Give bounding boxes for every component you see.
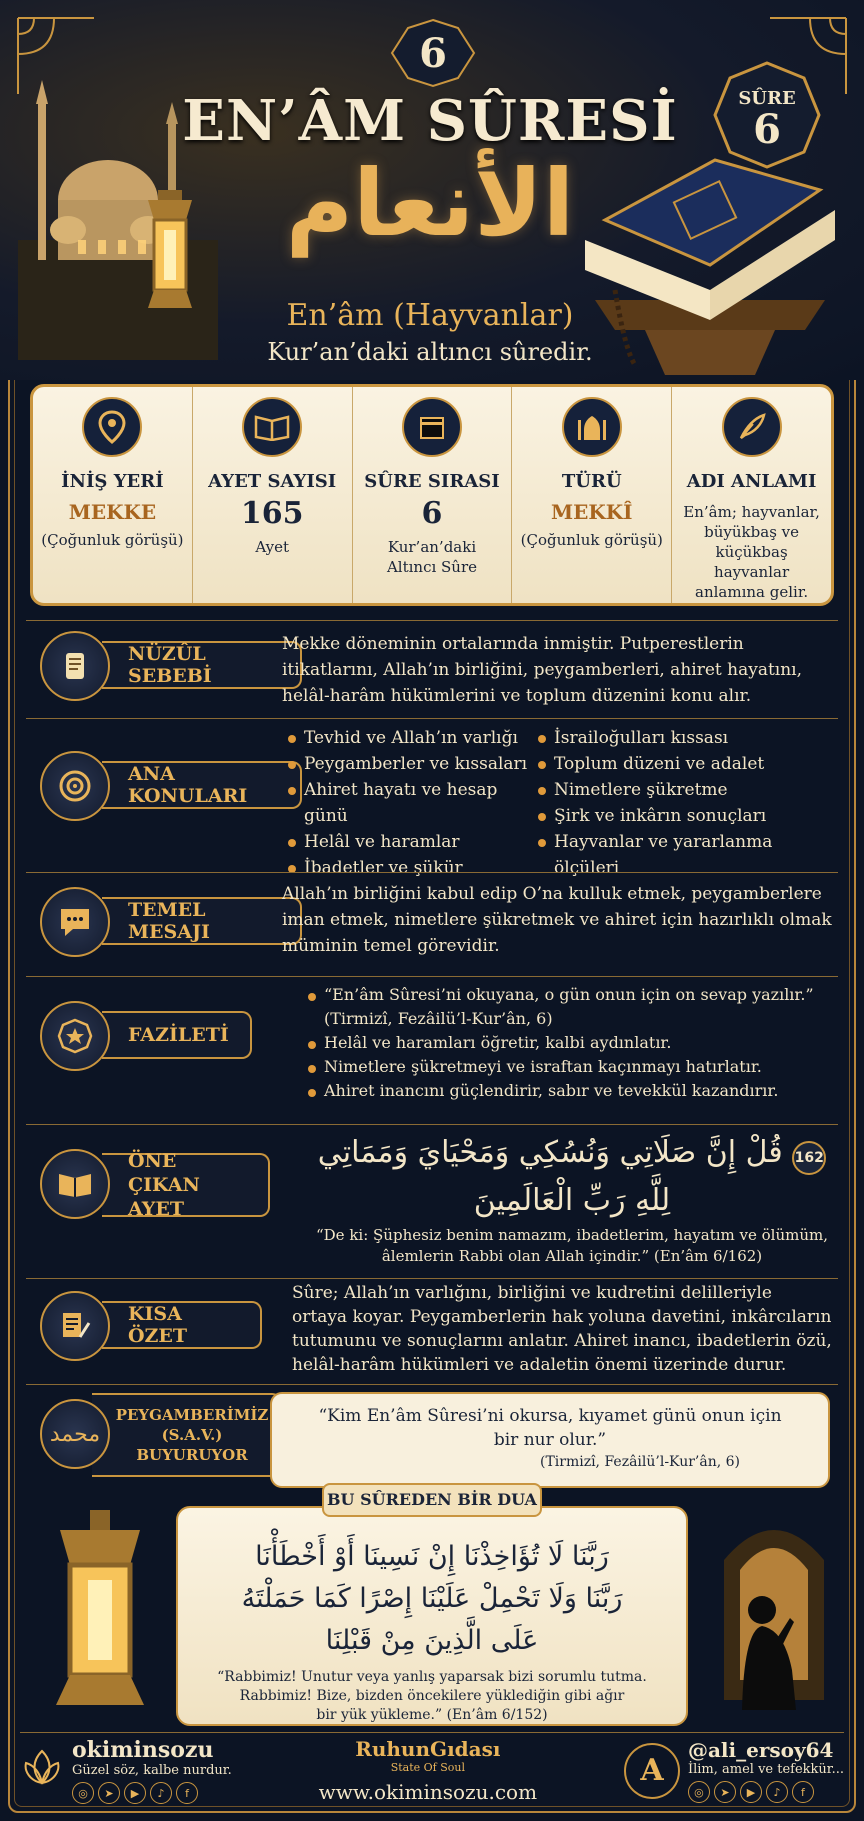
- list-item: Hayvanlar ve yararlanma ölçüleri: [536, 829, 836, 881]
- list-item: Nimetlere şükretme: [536, 777, 836, 803]
- praying-man-illustration: [704, 1500, 844, 1720]
- arabic-title: الأنعام: [285, 150, 575, 257]
- info-card-verse-count: AYET SAYISI 165 Ayet: [192, 387, 352, 603]
- section-label: TEMEL MESAJI: [102, 897, 302, 945]
- instagram-icon[interactable]: ◎: [72, 1782, 94, 1804]
- youtube-icon[interactable]: ▶: [740, 1781, 762, 1803]
- list-item: Tevhid ve Allah’ın varlığı: [286, 725, 546, 751]
- list-item: Helâl ve haramlar: [286, 829, 546, 855]
- footer-center-brand: RuhunGıdası State Of Soul www.okiminsozu.com: [318, 1737, 538, 1804]
- section-label: ANA KONULARI: [102, 761, 302, 809]
- verse-number-badge: 162: [792, 1141, 826, 1175]
- footer: [20, 1732, 844, 1808]
- social-links-left: [72, 1782, 232, 1804]
- tiktok-icon[interactable]: ♪: [766, 1781, 788, 1803]
- facebook-icon[interactable]: f: [792, 1781, 814, 1803]
- tiktok-icon[interactable]: ♪: [150, 1782, 172, 1804]
- hadith-quote-box: “Kim En’âm Sûresi’ni okursa, kıyamet günü onun için bir nur olur.” (Tirmizî, Fezâilü’l-Kur’ân, 6): [270, 1392, 830, 1488]
- list-item: “En’âm Sûresi’ni okuyana, o gün onun için on sevap yazılır.” (Tirmizî, Fezâilü’l-Kur’ân, 6): [306, 983, 836, 1031]
- lantern-illustration: [40, 1510, 160, 1720]
- speech-bubble-icon: [40, 887, 110, 957]
- youtube-icon[interactable]: ▶: [124, 1782, 146, 1804]
- list-item: Toplum düzeni ve adalet: [536, 751, 836, 777]
- section-revelation-reason: NÜZÛL SEBEBİ Mekke döneminin ortalarında inmiştir. Putperestlerin itikatlarını, Allah’ın birliğini, peygamberleri, ahiret hayatını, helâl-harâm hükümlerini ve toplum düzenini konu alır.: [26, 620, 838, 710]
- lotus-icon: [20, 1743, 64, 1799]
- list-item: İbadetler ve şükür: [286, 855, 546, 881]
- verse-meaning: “De ki: Şüphesiz benim namazım, ibadetlerim, hayatım ve ölümüm, âlemlerin Rabbi olan Allah içindir.” (En’âm 6/162): [315, 1226, 829, 1265]
- verse-arabic: 162 قُلْ إِنَّ صَلَاتِي وَنُسُكِي وَمَحْيَايَ وَمَمَاتِي لِلَّهِ رَبِّ الْعَالَمِينَ: [312, 1129, 832, 1225]
- header: [0, 0, 864, 380]
- list-item: Nimetlere şükretmeyi ve israftan kaçınmayı hatırlatır.: [306, 1055, 836, 1079]
- dua-box: [176, 1506, 688, 1726]
- section-virtue: [26, 976, 838, 1116]
- page-title: EN’ÂM SÛRESİ: [182, 88, 678, 154]
- topics-left-list: [286, 725, 546, 881]
- author-logo: A: [624, 1743, 680, 1799]
- list-item: Şirk ve inkârın sonuçları: [536, 803, 836, 829]
- info-card-name-meaning: ADI ANLAMI En’âm; hayvanlar, büyükbaş ve küçükbaş hayvanlar anlamına gelir.: [671, 387, 831, 603]
- section-core-message: TEMEL MESAJI Allah’ın birliğini kabul edip O’na kulluk etmek, peygamberlere iman etmek, nimetlere şükretmek ve ahiret için hazırlıklı olmak müminin temel görevidir.: [26, 872, 838, 968]
- section-label: KISA ÖZET: [102, 1301, 262, 1349]
- footer-right-brand: A @ali_ersoy64 İlim, amel ve tefekkür... ◎ ➤ ▶ ♪ f: [624, 1738, 844, 1803]
- section-featured-verse: [26, 1124, 838, 1270]
- surah-number-medal: 6: [388, 18, 478, 88]
- list-item: Helâl ve haramları öğretir, kalbi aydınlatır.: [306, 1031, 836, 1055]
- telegram-icon[interactable]: ➤: [714, 1781, 736, 1803]
- section-main-topics: [26, 718, 838, 878]
- social-links-right: [688, 1781, 844, 1803]
- document-pen-icon: [40, 1291, 110, 1361]
- target-icon: [40, 751, 110, 821]
- facebook-icon[interactable]: f: [176, 1782, 198, 1804]
- section-short-summary: KISA ÖZET Sûre; Allah’ın varlığını, birliğini ve kudretini delilleriyle ortaya koyar. Peygamberlerin hak yoluna davetini, inkârcıların tutumunu ve sonuçlarını anlatır. Ahiret inancı, ibadetlerin özü, helâl-harâm hükümleri ve adaletin önemi üzerinde durur.: [26, 1278, 838, 1378]
- open-book-icon: [40, 1149, 110, 1219]
- scroll-icon: [40, 631, 110, 701]
- website-link[interactable]: www.okiminsozu.com: [318, 1780, 538, 1804]
- subtitle-description: Kur’an’daki altıncı sûredir.: [267, 338, 593, 366]
- book-icon: [242, 397, 302, 457]
- mosque-icon: [562, 397, 622, 457]
- sure-badge: SÛRE 6: [712, 60, 822, 170]
- dua-title: BU SÛREDEN BİR DUA: [322, 1483, 542, 1517]
- section-label: NÜZÛL SEBEBİ: [102, 641, 302, 689]
- info-card-surah-order: SÛRE SIRASI 6 Kur’an’daki Altıncı Sûre: [352, 387, 512, 603]
- quran-book-illustration: [575, 150, 845, 380]
- topics-right-list: [536, 725, 836, 881]
- calligraphy-icon: محمد: [40, 1399, 110, 1469]
- section-label: ÖNE ÇIKAN AYET: [102, 1153, 270, 1217]
- list-item: Ahiret inancını güçlendirir, sabır ve tevekkül kazandırır.: [306, 1079, 836, 1103]
- instagram-icon[interactable]: ◎: [688, 1781, 710, 1803]
- kaaba-icon: [402, 397, 462, 457]
- section-label: FAZİLETİ: [102, 1011, 252, 1059]
- list-item: İsrailoğulları kıssası: [536, 725, 836, 751]
- info-panel: [30, 384, 834, 606]
- telegram-icon[interactable]: ➤: [98, 1782, 120, 1804]
- dua-meaning: “Rabbimiz! Unutur veya yanlış yaparsak bizi sorumlu tutma. Rabbimiz! Bize, bizden öncekilere yüklediğin gibi ağır bir yük yükleme.” (En’âm 6/152): [217, 1669, 647, 1723]
- info-card-revelation-place: İNİŞ YERİ MEKKE (Çoğunluk görüşü): [33, 387, 192, 603]
- feather-icon: [722, 397, 782, 457]
- list-item: Peygamberler ve kıssaları: [286, 751, 546, 777]
- info-card-type: TÜRÜ MEKKÎ (Çoğunluk görüşü): [511, 387, 671, 603]
- virtue-list: [306, 983, 836, 1103]
- dua-arabic: رَبَّنَا لَا تُؤَاخِذْنَا إِنْ نَسِينَا أَوْ أَخْطَأْنَا رَبَّنَا وَلَا تَحْمِلْ عَلَيْنَا إِصْرًا كَمَا حَمَلْتَهُ عَلَى الَّذِينَ مِنْ قَبْلِنَا: [241, 1541, 623, 1656]
- star-octagon-icon: [40, 1001, 110, 1071]
- list-item: Ahiret hayatı ve hesap günü: [286, 777, 546, 829]
- subtitle: En’âm (Hayvanlar): [286, 298, 574, 333]
- location-pin-icon: [82, 397, 142, 457]
- footer-left-brand: okiminsozu Güzel söz, kalbe nurdur. ◎ ➤ ▶ ♪ f: [20, 1737, 232, 1804]
- section-label: PEYGAMBERİMİZ (S.A.V.) BUYURUYOR: [92, 1393, 282, 1477]
